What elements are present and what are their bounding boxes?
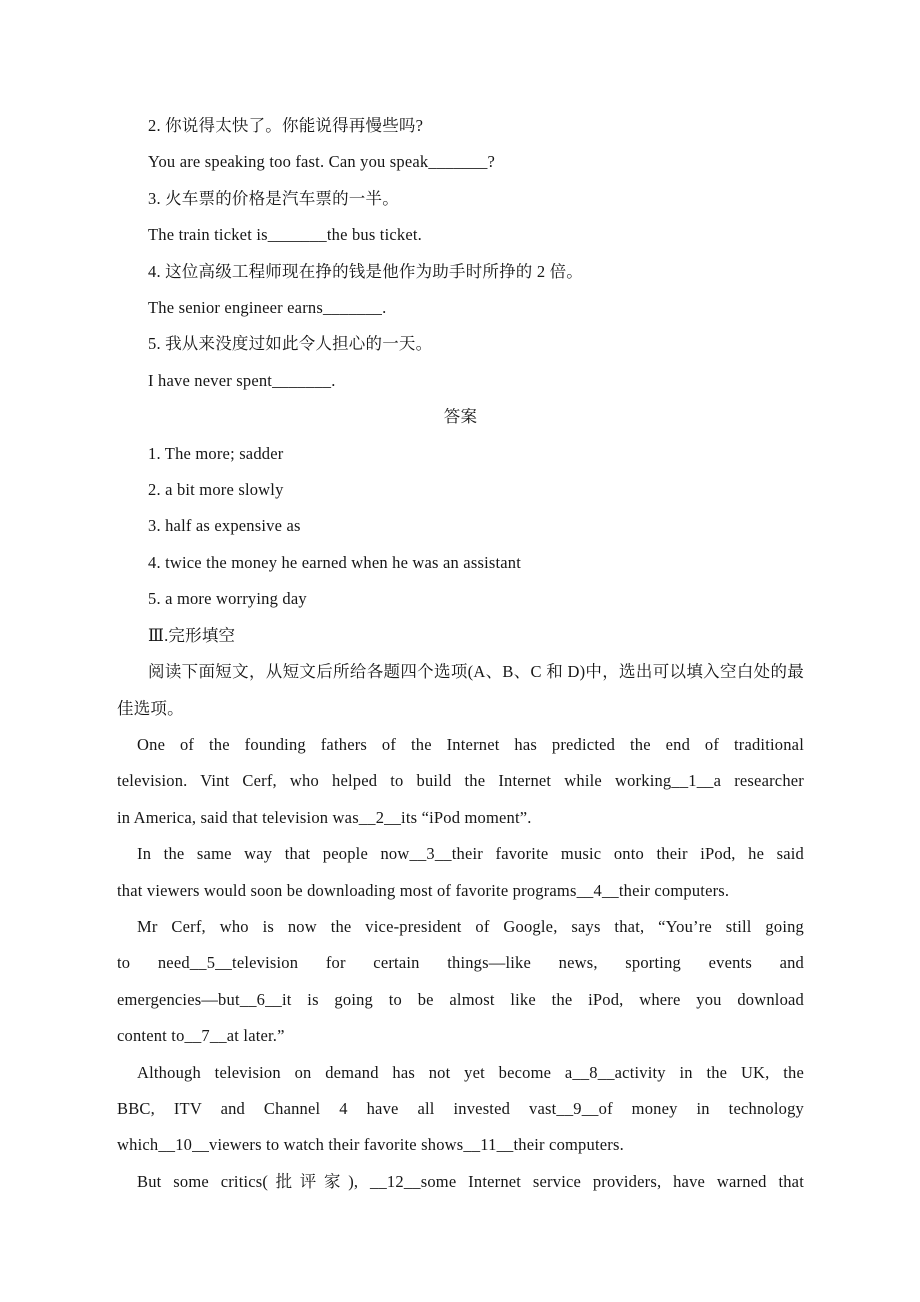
translation-item-4-cn: 4. 这位高级工程师现在挣的钱是他作为助手时所挣的 2 倍。 <box>148 261 583 281</box>
cloze-section-title: Ⅲ.完形填空 <box>148 625 236 645</box>
answer-item-3: 3. half as expensive as <box>148 516 301 536</box>
cloze-paragraph-1-line: television. Vint Cerf, who helped to build the Internet while working__1__a researcher <box>117 771 804 791</box>
cloze-paragraph-3-line: to need__5__television for certain things—like news, sporting events and <box>117 953 804 973</box>
answers-heading: 答案 <box>443 407 478 427</box>
cloze-paragraph-3-line: emergencies—but__6__it is going to be almost like the iPod, where you download <box>117 989 804 1009</box>
cloze-paragraph-1-line: One of the founding fathers of the Internet has predicted the end of traditional <box>137 734 804 754</box>
translation-item-5-en: I have never spent_______. <box>148 370 336 390</box>
answer-item-4: 4. twice the money he earned when he was an assistant <box>148 552 522 572</box>
cloze-paragraph-4-line: which__10__viewers to watch their favorite shows__11__their computers. <box>117 1135 624 1155</box>
answer-item-1: 1. The more; sadder <box>148 443 284 463</box>
cloze-paragraph-5-line: But some critics(批评家), __12__some Internet service providers, have warned that <box>137 1171 804 1191</box>
translation-item-3-cn: 3. 火车票的价格是汽车票的一半。 <box>148 188 399 208</box>
cloze-paragraph-2-line: In the same way that people now__3__their favorite music onto their iPod, he said <box>137 844 804 864</box>
cloze-paragraph-1-line: in America, said that television was__2__its “iPod moment”. <box>117 807 532 827</box>
translation-item-2-en: You are speaking too fast. Can you speak_______? <box>148 152 496 172</box>
cloze-paragraph-3-line: content to__7__at later.” <box>117 1026 285 1046</box>
translation-item-5-cn: 5. 我从来没度过如此令人担心的一天。 <box>148 334 433 354</box>
translation-item-4-en: The senior engineer earns_______. <box>148 298 387 318</box>
translation-item-3-en: The train ticket is_______the bus ticket. <box>148 225 422 245</box>
cloze-instruction-line-2: 佳选项。 <box>117 698 184 718</box>
cloze-instruction-line-1: 阅读下面短文，从短文后所给各题四个选项(A、B、C 和 D)中，选出可以填入空白处的最 <box>148 662 804 682</box>
cloze-paragraph-4-line: Although television on demand has not yet become a__8__activity in the UK, the <box>137 1062 804 1082</box>
cloze-paragraph-4-line: BBC, ITV and Channel 4 have all invested vast__9__of money in technology <box>117 1098 804 1118</box>
answer-item-5: 5. a more worrying day <box>148 589 307 609</box>
cloze-paragraph-3-line: Mr Cerf, who is now the vice-president of Google, says that, “You’re still going <box>137 916 804 936</box>
translation-item-2-cn: 2. 你说得太快了。你能说得再慢些吗? <box>148 116 424 135</box>
cloze-paragraph-2-line: that viewers would soon be downloading most of favorite programs__4__their computers. <box>117 880 730 900</box>
answer-item-2: 2. a bit more slowly <box>148 480 284 500</box>
